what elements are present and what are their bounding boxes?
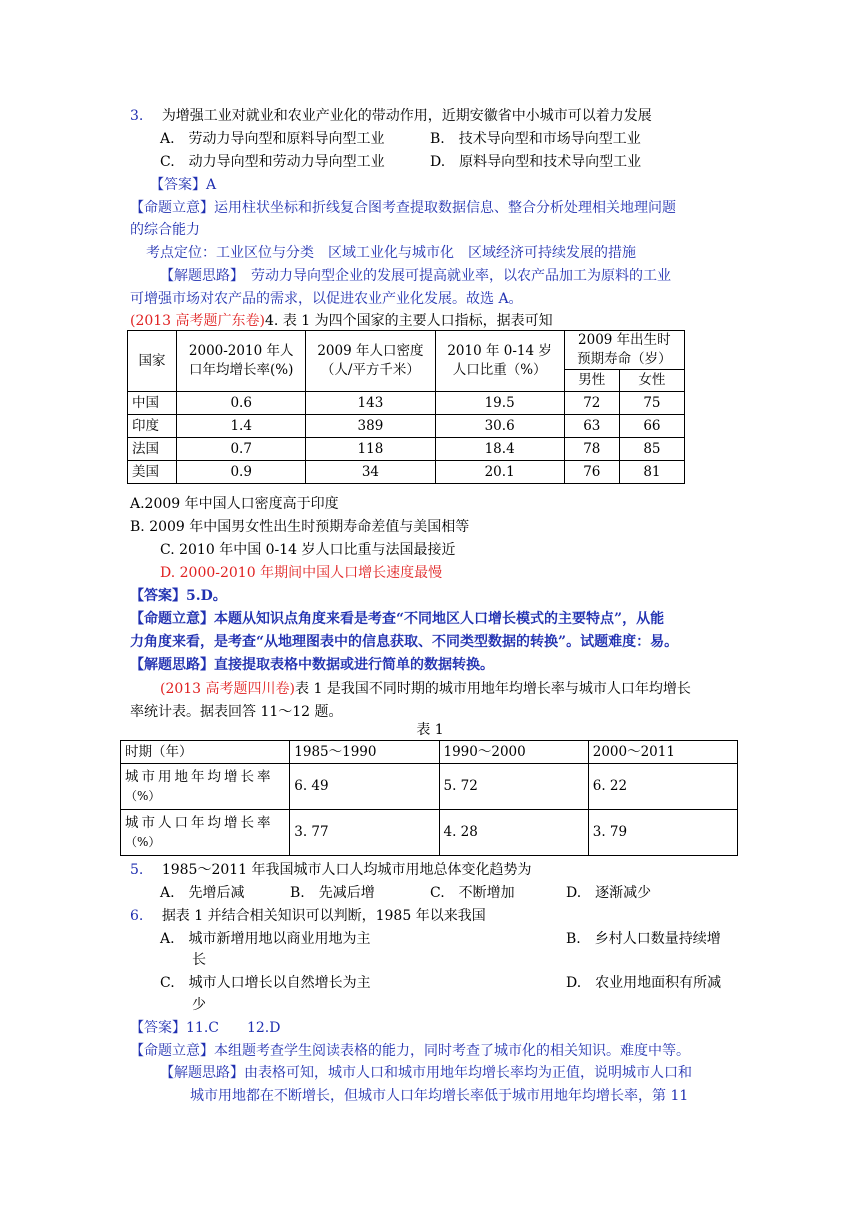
- th-country: 国家: [128, 331, 177, 392]
- table-row: 法国 0.7 118 18.4 78 85: [128, 438, 685, 461]
- q5-stem: 1985～2011 年我国城市人口人均城市用地总体变化趋势为: [161, 862, 532, 878]
- q3-stem: 为增强工业对就业和农业产业化的带动作用，近期安徽省中小城市可以着力发展: [161, 108, 652, 124]
- q4-option-a: A.2009 年中国人口密度高于印度: [130, 496, 339, 512]
- q4-intent-line1: 【命题立意】本题从知识点角度来看是考查“不同地区人口增长模式的主要特点”，从能: [130, 611, 665, 627]
- q3-option-d: D. 原料导向型和技术导向型工业: [430, 154, 642, 170]
- q56-idea-line1: [160, 1063, 692, 1083]
- q6-option-d: D. 农业用地面积有所减: [566, 975, 722, 991]
- q3-intent-line2: 的综合能力: [130, 222, 200, 238]
- q6-option-a: A. 城市新增用地以商业用地为主: [160, 931, 371, 947]
- row-label-population: 城市人口年均增长率 （%）: [121, 810, 290, 856]
- q3-option-a: A. 劳动力导向型和原料导向型工业: [160, 131, 385, 147]
- q56-idea-label: 【解题思路】: [160, 1065, 244, 1081]
- q3-idea-label: 【解题思路】: [160, 268, 237, 284]
- row-label-land: 城市用地年均增长率 （%）: [121, 764, 290, 810]
- q3-intent-line1: [130, 198, 676, 218]
- q5-option-d: D. 逐渐减少: [566, 885, 652, 901]
- q3-option-c: C. 动力导向型和劳动力导向型工业: [160, 154, 385, 170]
- q3-intent-label: 【命题立意】: [130, 200, 214, 216]
- th-period-2: 1990～2000: [439, 741, 588, 764]
- q5-option-a: A. 先增后减: [160, 885, 245, 901]
- q4-intent-line2: 力角度来看，是考查“从地理图表中的信息获取、不同类型数据的转换”。试题难度：易。: [130, 634, 679, 650]
- q3-option-b: B. 技术导向型和市场导向型工业: [430, 131, 641, 147]
- table-row: 美国 0.9 34 20.1 76 81: [128, 461, 685, 484]
- q56-answer-label: 【答案】: [130, 1020, 186, 1036]
- table-row: 印度 1.4 389 30.6 63 66: [128, 415, 685, 438]
- th-period-3: 2000～2011: [588, 741, 737, 764]
- q4-header: [130, 311, 553, 331]
- q3-idea-line1: [160, 266, 671, 286]
- q56-intro-text: 表 1 是我国不同时期的城市用地年均增长率与城市人口年均增长: [295, 681, 691, 697]
- q3-intent-text: 运用柱状坐标和折线复合图考查提取数据信息、整合分析处理相关地理问题: [214, 200, 676, 216]
- q56-intent: [130, 1041, 690, 1061]
- q5-number: 5.: [130, 862, 144, 878]
- q56-intent-label: 【命题立意】: [130, 1043, 214, 1059]
- table-row: 中国 0.6 143 19.5 72 75: [128, 392, 685, 415]
- q4-answer: 【答案】5.D。: [130, 588, 227, 604]
- th-period: 时期（年）: [121, 741, 290, 764]
- q56-idea-line2: 城市用地都在不断增长，但城市人口年均增长率低于城市用地年均增长率，第 11: [190, 1088, 689, 1104]
- th-female: 女性: [619, 370, 684, 392]
- q4-stem: 4. 表 1 为四个国家的主要人口指标，据表可知: [265, 313, 553, 329]
- urban-growth-table: [120, 740, 738, 856]
- q56-intro-line2: 率统计表。据表回答 11～12 题。: [130, 704, 343, 720]
- q3-kaodian: 考点定位：工业区位与分类 区域工业化与城市化 区域经济可持续发展的措施: [146, 245, 636, 261]
- th-male: 男性: [564, 370, 619, 392]
- q4-option-b: B. 2009 年中国男女性出生时预期寿命差值与美国相等: [130, 519, 470, 535]
- q4-idea: 【解题思路】直接提取表格中数据或进行简单的数据转换。: [130, 657, 494, 673]
- q56-intent-text: 本组题考查学生阅读表格的能力，同时考查了城市化的相关知识。难度中等。: [214, 1043, 690, 1059]
- population-indicator-table: [127, 330, 685, 484]
- table-row: 城市人口年均增长率 （%） 3. 77 4. 28 3. 79: [121, 810, 738, 856]
- table-row: 城市用地年均增长率 （%） 6. 49 5. 72 6. 22: [121, 764, 738, 810]
- q56-idea-text: 由表格可知，城市人口和城市用地年均增长率均为正值，说明城市人口和: [244, 1065, 692, 1081]
- q6-option-b-wrap: 长: [192, 952, 206, 968]
- q5-option-c: C. 不断增加: [430, 885, 515, 901]
- q5-option-b: B. 先减后增: [290, 885, 375, 901]
- q3-number: 3.: [130, 108, 144, 124]
- table-title: 表 1: [416, 722, 444, 738]
- q4-source: (2013 高考题广东卷): [130, 313, 266, 329]
- th-density: 2009 年人口密度 （人/平方千米）: [306, 331, 435, 392]
- q3-line: [130, 106, 652, 126]
- q5-line: [130, 860, 532, 880]
- q6-number: 6.: [130, 908, 144, 924]
- q3-idea-line2: 可增强市场对农产品的需求，以促进农业产业化发展。故选 A。: [130, 291, 523, 307]
- th-life-expectancy: 2009 年出生时 预期寿命（岁）: [564, 331, 684, 370]
- th-period-1: 1985～1990: [290, 741, 439, 764]
- q56-intro-line1: [160, 679, 691, 699]
- q56-source: (2013 高考题四川卷): [160, 681, 296, 697]
- q56-answer: [130, 1018, 280, 1038]
- q6-option-b: B. 乡村人口数量持续增: [566, 931, 721, 947]
- th-growth: 2000-2010 年人 口年均增长率(%): [177, 331, 306, 392]
- q3-idea-text: 劳动力导向型企业的发展可提高就业率，以农产品加工为原料的工业: [237, 268, 671, 284]
- q6-line: [130, 906, 486, 926]
- q4-option-d: D. 2000-2010 年期间中国人口增长速度最慢: [160, 565, 443, 581]
- q3-answer: 【答案】A: [150, 177, 217, 193]
- q6-option-d-wrap: 少: [192, 997, 206, 1013]
- q6-stem: 据表 1 并结合相关知识可以判断，1985 年以来我国: [161, 908, 486, 924]
- q4-option-c: C. 2010 年中国 0-14 岁人口比重与法国最接近: [160, 542, 456, 558]
- th-child-ratio: 2010 年 0-14 岁 人口比重（%）: [435, 331, 564, 392]
- q6-option-c: C. 城市人口增长以自然增长为主: [160, 975, 371, 991]
- q56-answer-value: 11.C 12.D: [186, 1020, 281, 1036]
